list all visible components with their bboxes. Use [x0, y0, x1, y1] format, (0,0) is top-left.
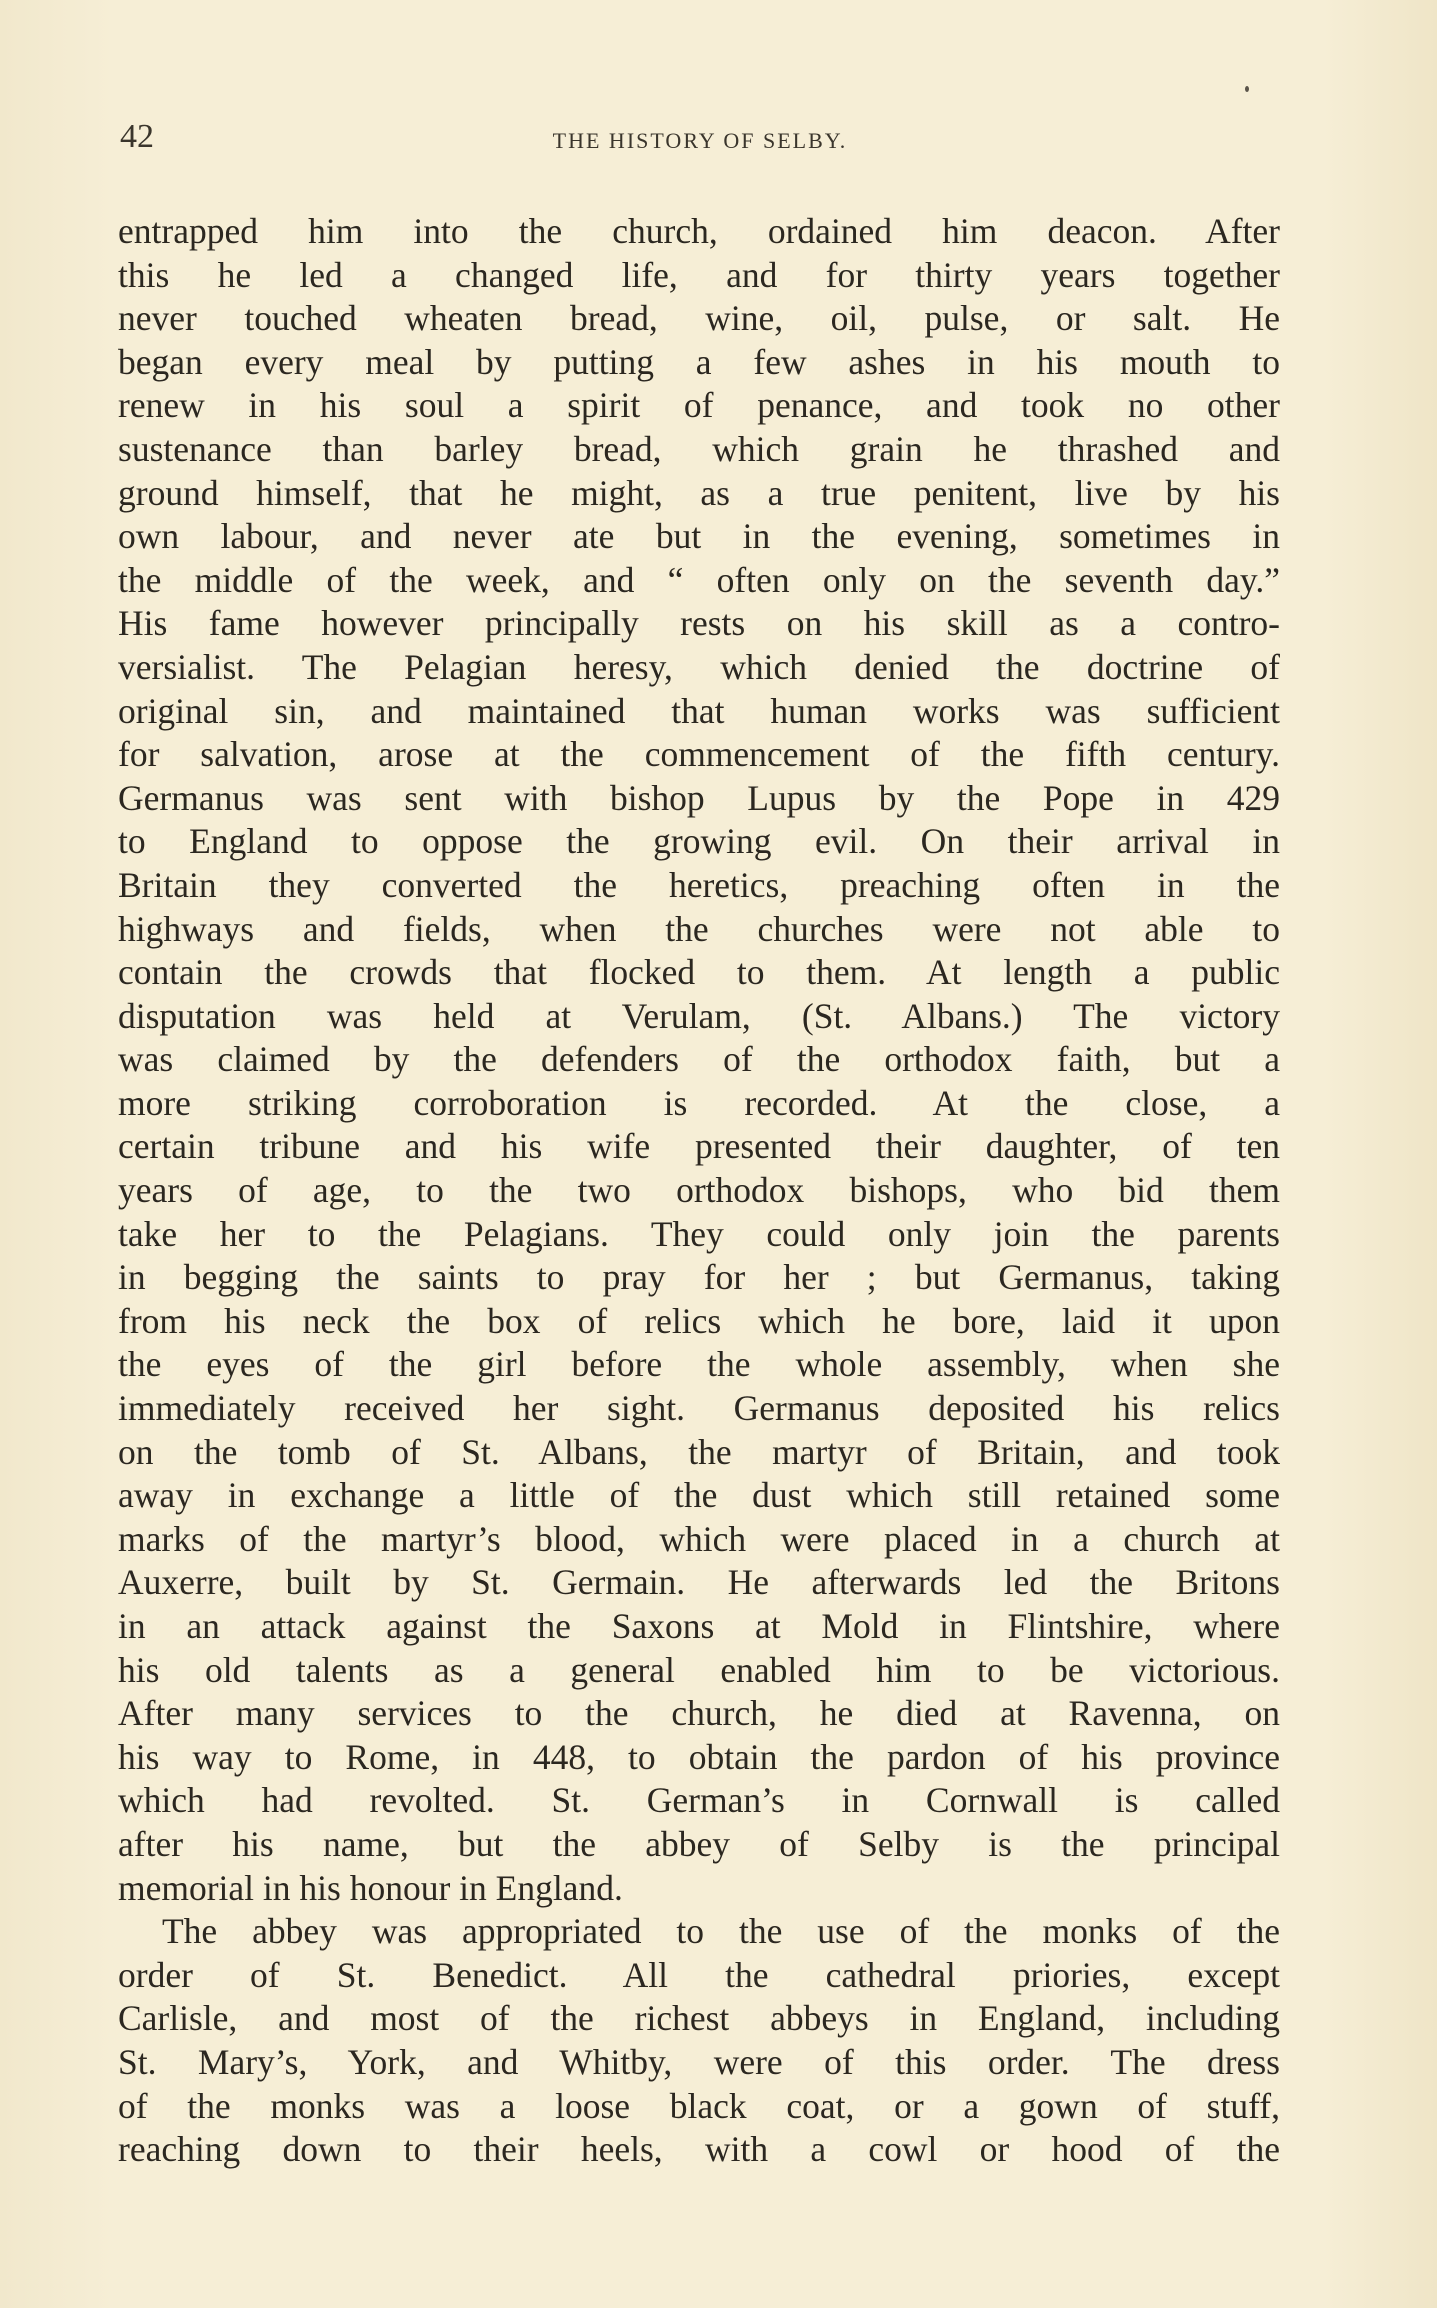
text-line-paragraph-start: The abbey was appropriated to the use of the monks of the	[162, 1911, 1280, 1952]
running-head: THE HISTORY OF SELBY.	[552, 128, 848, 153]
text-line: his way to Rome, in 448, to obtain the pardon of his province	[118, 1736, 1280, 1777]
text-line: after his name, but the abbey of Selby is the principal	[118, 1823, 1280, 1864]
page-header	[120, 118, 1280, 168]
text-line: disputation was held at Verulam, (St. Albans.) The victory	[118, 995, 1280, 1036]
text-line: original sin, and maintained that human works was sufficient	[118, 690, 1280, 731]
text-line: versialist. The Pelagian heresy, which denied the doctrine of	[118, 646, 1280, 687]
text-line: from his neck the box of relics which he bore, laid it upon	[118, 1300, 1280, 1341]
text-line: contain the crowds that flocked to them. At length a public	[118, 952, 1280, 993]
text-line: ground himself, that he might, as a true penitent, live by his	[118, 472, 1280, 513]
text-line: of the monks was a loose black coat, or a gown of stuff,	[118, 2085, 1280, 2126]
text-line: highways and fields, when the churches were not able to	[118, 908, 1280, 949]
text-line: entrapped him into the church, ordained him deacon. After	[118, 211, 1280, 251]
ink-speck	[1245, 86, 1249, 92]
text-line: was claimed by the defenders of the orthodox faith, but a	[118, 1039, 1280, 1080]
text-line: His fame however principally rests on his skill as a contro-	[118, 603, 1280, 644]
text-line: renew in his soul a spirit of penance, and took no other	[118, 385, 1280, 426]
text-line: the eyes of the girl before the whole assembly, when she	[118, 1344, 1280, 1385]
text-line: never touched wheaten bread, wine, oil, pulse, or salt. He	[118, 298, 1280, 339]
text-line: began every meal by putting a few ashes in his mouth to	[118, 341, 1280, 382]
text-line: in an attack against the Saxons at Mold in Flintshire, where	[118, 1606, 1280, 1646]
text-line: for salvation, arose at the commencement of the fifth century.	[118, 734, 1280, 775]
text-line: away in exchange a little of the dust which still retained some	[118, 1475, 1280, 1516]
text-line: the middle of the week, and “ often only on the seventh day.”	[118, 559, 1280, 600]
text-line: Carlisle, and most of the richest abbeys in England, including	[118, 1998, 1280, 2039]
text-line: to England to oppose the growing evil. On their arrival in	[118, 821, 1280, 862]
text-line: order of St. Benedict. All the cathedral priories, except	[118, 1954, 1280, 1995]
body-text	[118, 210, 1280, 2172]
text-line: After many services to the church, he died at Ravenna, on	[118, 1693, 1280, 1734]
text-line: more striking corroboration is recorded. At the close, a	[118, 1082, 1280, 1123]
text-line: take her to the Pelagians. They could only join the parents	[118, 1213, 1280, 1254]
text-line: this he led a changed life, and for thirty years together	[118, 254, 1280, 295]
text-line: on the tomb of St. Albans, the martyr of Britain, and took	[118, 1431, 1280, 1472]
text-line: Auxerre, built by St. Germain. He afterwards led the Britons	[118, 1562, 1280, 1603]
text-line: reaching down to their heels, with a cowl or hood of the	[118, 2129, 1280, 2170]
text-line: Germanus was sent with bishop Lupus by the Pope in 429	[118, 777, 1280, 818]
text-line: years of age, to the two orthodox bishops, who bid them	[118, 1170, 1280, 1211]
text-line: Britain they converted the heretics, preaching often in the	[118, 864, 1280, 905]
page-number: 42	[120, 118, 154, 155]
text-line: St. Mary’s, York, and Whitby, were of this order. The dress	[118, 2041, 1280, 2082]
text-line: own labour, and never ate but in the evening, sometimes in	[118, 516, 1280, 557]
text-line-paragraph-end: memorial in his honour in England.	[118, 1867, 623, 1908]
text-line: immediately received her sight. Germanus deposited his relics	[118, 1388, 1280, 1429]
text-line: certain tribune and his wife presented their daughter, of ten	[118, 1126, 1280, 1167]
text-line: his old talents as a general enabled him to be victorious.	[118, 1649, 1280, 1690]
text-line: sustenance than barley bread, which grain he thrashed and	[118, 428, 1280, 469]
text-line: which had revolted. St. German’s in Cornwall is called	[118, 1780, 1280, 1821]
text-line: in begging the saints to pray for her ; but Germanus, taking	[118, 1257, 1280, 1298]
text-line: marks of the martyr’s blood, which were placed in a church at	[118, 1518, 1280, 1559]
